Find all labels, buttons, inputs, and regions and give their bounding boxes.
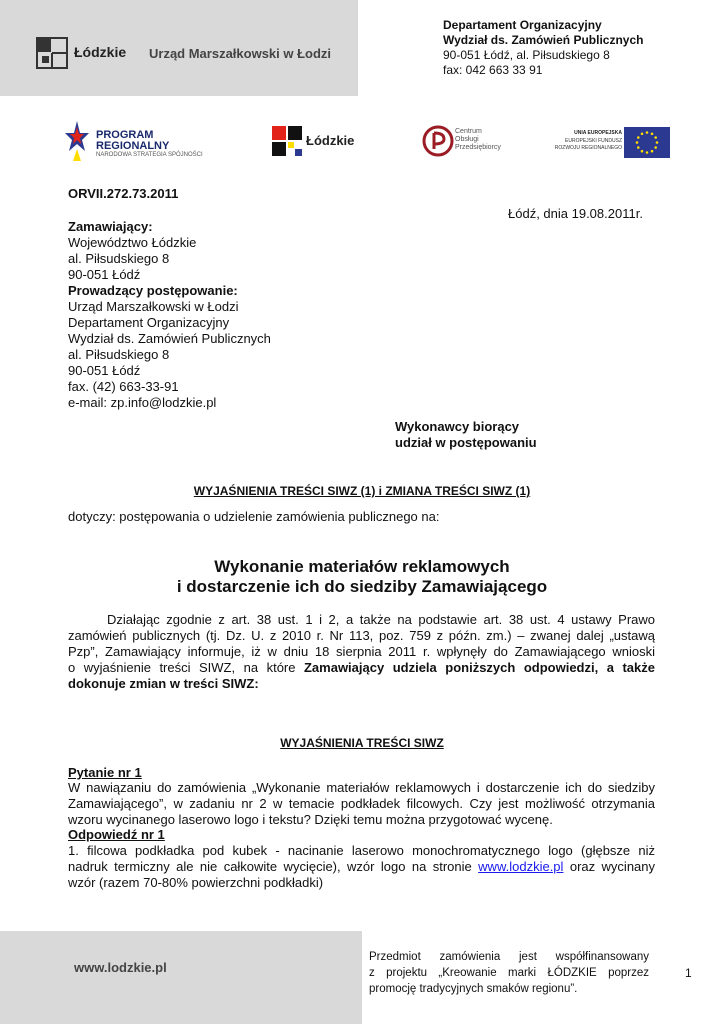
question-line: W nawiązaniu do zamówienia „Wykonanie materiałów reklamowych i dostarczenie ich do siedziby (68, 780, 655, 795)
logo-name: Łódzkie (74, 44, 127, 60)
eu-flag-icon (624, 127, 670, 158)
cop-logo-line3: Przedsiębiorcy (455, 144, 501, 151)
question-line: Zamawiającego”, w zadaniu nr 2 w temacie podkładek filcowych. Czy jest możliwość otrzymania (68, 796, 655, 811)
eu-logo-line1: UNIA EUROPEJSKA (574, 130, 622, 136)
address-block (68, 219, 271, 411)
conducting-label: Prowadzący postępowanie: (68, 283, 238, 298)
paragraph-line: Pzp”, Zamawiający informuje, iż w dniu 18 sierpnia 2011 r. wpłynęły do Zamawiającego wnioski (68, 644, 655, 659)
lodzkie-link[interactable]: www.lodzkie.pl (478, 859, 564, 874)
footer-note-line: z projektu „Kreowanie marki ŁÓDZKIE poprzez (369, 967, 649, 979)
program-regionalny-logo-icon (64, 119, 90, 163)
footer-note-line: Przedmiot zamówienia jest współfinansowany (369, 951, 649, 963)
contracting-line: 90-051 Łódź (68, 267, 141, 282)
question-text (68, 780, 655, 828)
conducting-line: 90-051 Łódź (68, 363, 141, 378)
lodzkie-color-logo-icon (272, 126, 302, 156)
eu-logo-line2: EUROPEJSKI FUNDUSZ (565, 138, 622, 144)
lodzkie-logo-text: Łódzkie (306, 133, 355, 148)
footer-note-line: promocję tradycyjnych smaków regionu”. (369, 983, 578, 995)
recipients (395, 419, 537, 451)
program-logo-line1: PROGRAM (96, 129, 154, 141)
answer-label: Odpowiedź nr 1 (68, 827, 165, 842)
contracting-line: al. Piłsudskiego 8 (68, 251, 170, 266)
conducting-line: fax. (42) 663-33-91 (68, 379, 179, 394)
eu-logo-line3: ROZWOJU REGIONALNEGO (554, 145, 622, 151)
department-block (443, 18, 643, 78)
division-name: Wydział ds. Zamówień Publicznych (443, 33, 644, 47)
answer-text (68, 843, 655, 891)
concerns-line: dotyczy: postępowania o udzielenie zamówienia publicznego na: (68, 509, 440, 524)
document-date: Łódź, dnia 19.08.2011r. (508, 206, 643, 221)
conducting-line: Departament Organizacyjny (68, 315, 230, 330)
recipients-line: udział w postępowaniu (395, 435, 537, 450)
footer-band (0, 931, 362, 1024)
paragraph-text: o wyjaśnienie treści SIWZ, na które (68, 660, 304, 675)
header-fax: fax: 042 663 33 91 (443, 63, 543, 77)
department-name: Departament Organizacyjny (443, 18, 602, 32)
page-number: 1 (685, 966, 692, 980)
cop-logo-icon (422, 125, 454, 157)
program-logo-line3: NARODOWA STRATEGIA SPÓJNOŚCI (96, 152, 203, 158)
reference-number: ORVII.272.73.2011 (68, 186, 179, 201)
header-address: 90-051 Łódź, al. Piłsudskiego 8 (443, 48, 610, 62)
section1-title: WYJAŚNIENIA TREŚCI SIWZ (1) i ZMIANA TREŚCI SIWZ (1) (193, 484, 531, 498)
answer-line (68, 859, 655, 875)
answer-line: 1. filcowa podkładka pod kubek - nacinanie laserowo monochromatycznego logo (głębsze niż (68, 843, 655, 858)
lodzkie-logo-icon (36, 37, 68, 69)
question-label: Pytanie nr 1 (68, 765, 142, 780)
answer-line: wzór (razem 70-80% powierzchni podkładki) (68, 875, 324, 890)
answer-text-part: oraz wycinany (563, 859, 656, 874)
conducting-line: al. Piłsudskiego 8 (68, 347, 170, 362)
answer-text-part: nadruk termiczny ale nie całkowite wycięcie), wzór logo na stronie (68, 859, 479, 874)
paragraph-line: Działając zgodnie z art. 38 ust. 1 i 2, a także na podstawie art. 38 ust. 4 ustawy Prawo (107, 612, 655, 627)
conducting-line: Wydział ds. Zamówień Publicznych (68, 331, 271, 346)
question-line: wzoru wycinanego laserowo logo i tekstu? Dzięki temu można przygotować wycenę. (68, 812, 553, 827)
conducting-line: Urząd Marszałkowski w Łodzi (68, 299, 239, 314)
paragraph-line: zamówień publicznych (tj. Dz. U. z 2010 r. Nr 113, poz. 759 z późn. zm.) – zwanej dalej „ustawą (68, 628, 655, 643)
paragraph-bold-line: dokonuje zmian w treści SIWZ: (68, 676, 259, 691)
office-name: Urząd Marszałkowski w Łodzi (149, 46, 332, 61)
paragraph-bold: Zamawiający udziela poniższych odpowiedzi, a także (303, 660, 655, 675)
cop-logo-line2: Obsługi (455, 136, 479, 143)
footer-note (369, 949, 649, 997)
contracting-label: Zamawiający: (68, 219, 153, 234)
paragraph-line (68, 660, 655, 676)
program-logo-line2: REGIONALNY (96, 140, 170, 152)
section2-title: WYJAŚNIENIA TREŚCI SIWZ (280, 736, 444, 750)
procurement-title-line: Wykonanie materiałów reklamowych (214, 557, 510, 576)
procurement-title (0, 557, 724, 597)
footer-url: www.lodzkie.pl (74, 960, 167, 975)
contracting-line: Województwo Łódzkie (68, 235, 197, 250)
cop-logo-line1: Centrum (455, 128, 482, 135)
intro-paragraph (68, 612, 655, 692)
procurement-title-line: i dostarczenie ich do siedziby Zamawiającego (176, 577, 548, 596)
conducting-email: e-mail: zp.info@lodzkie.pl (68, 395, 217, 410)
recipients-line: Wykonawcy biorący (395, 419, 520, 434)
